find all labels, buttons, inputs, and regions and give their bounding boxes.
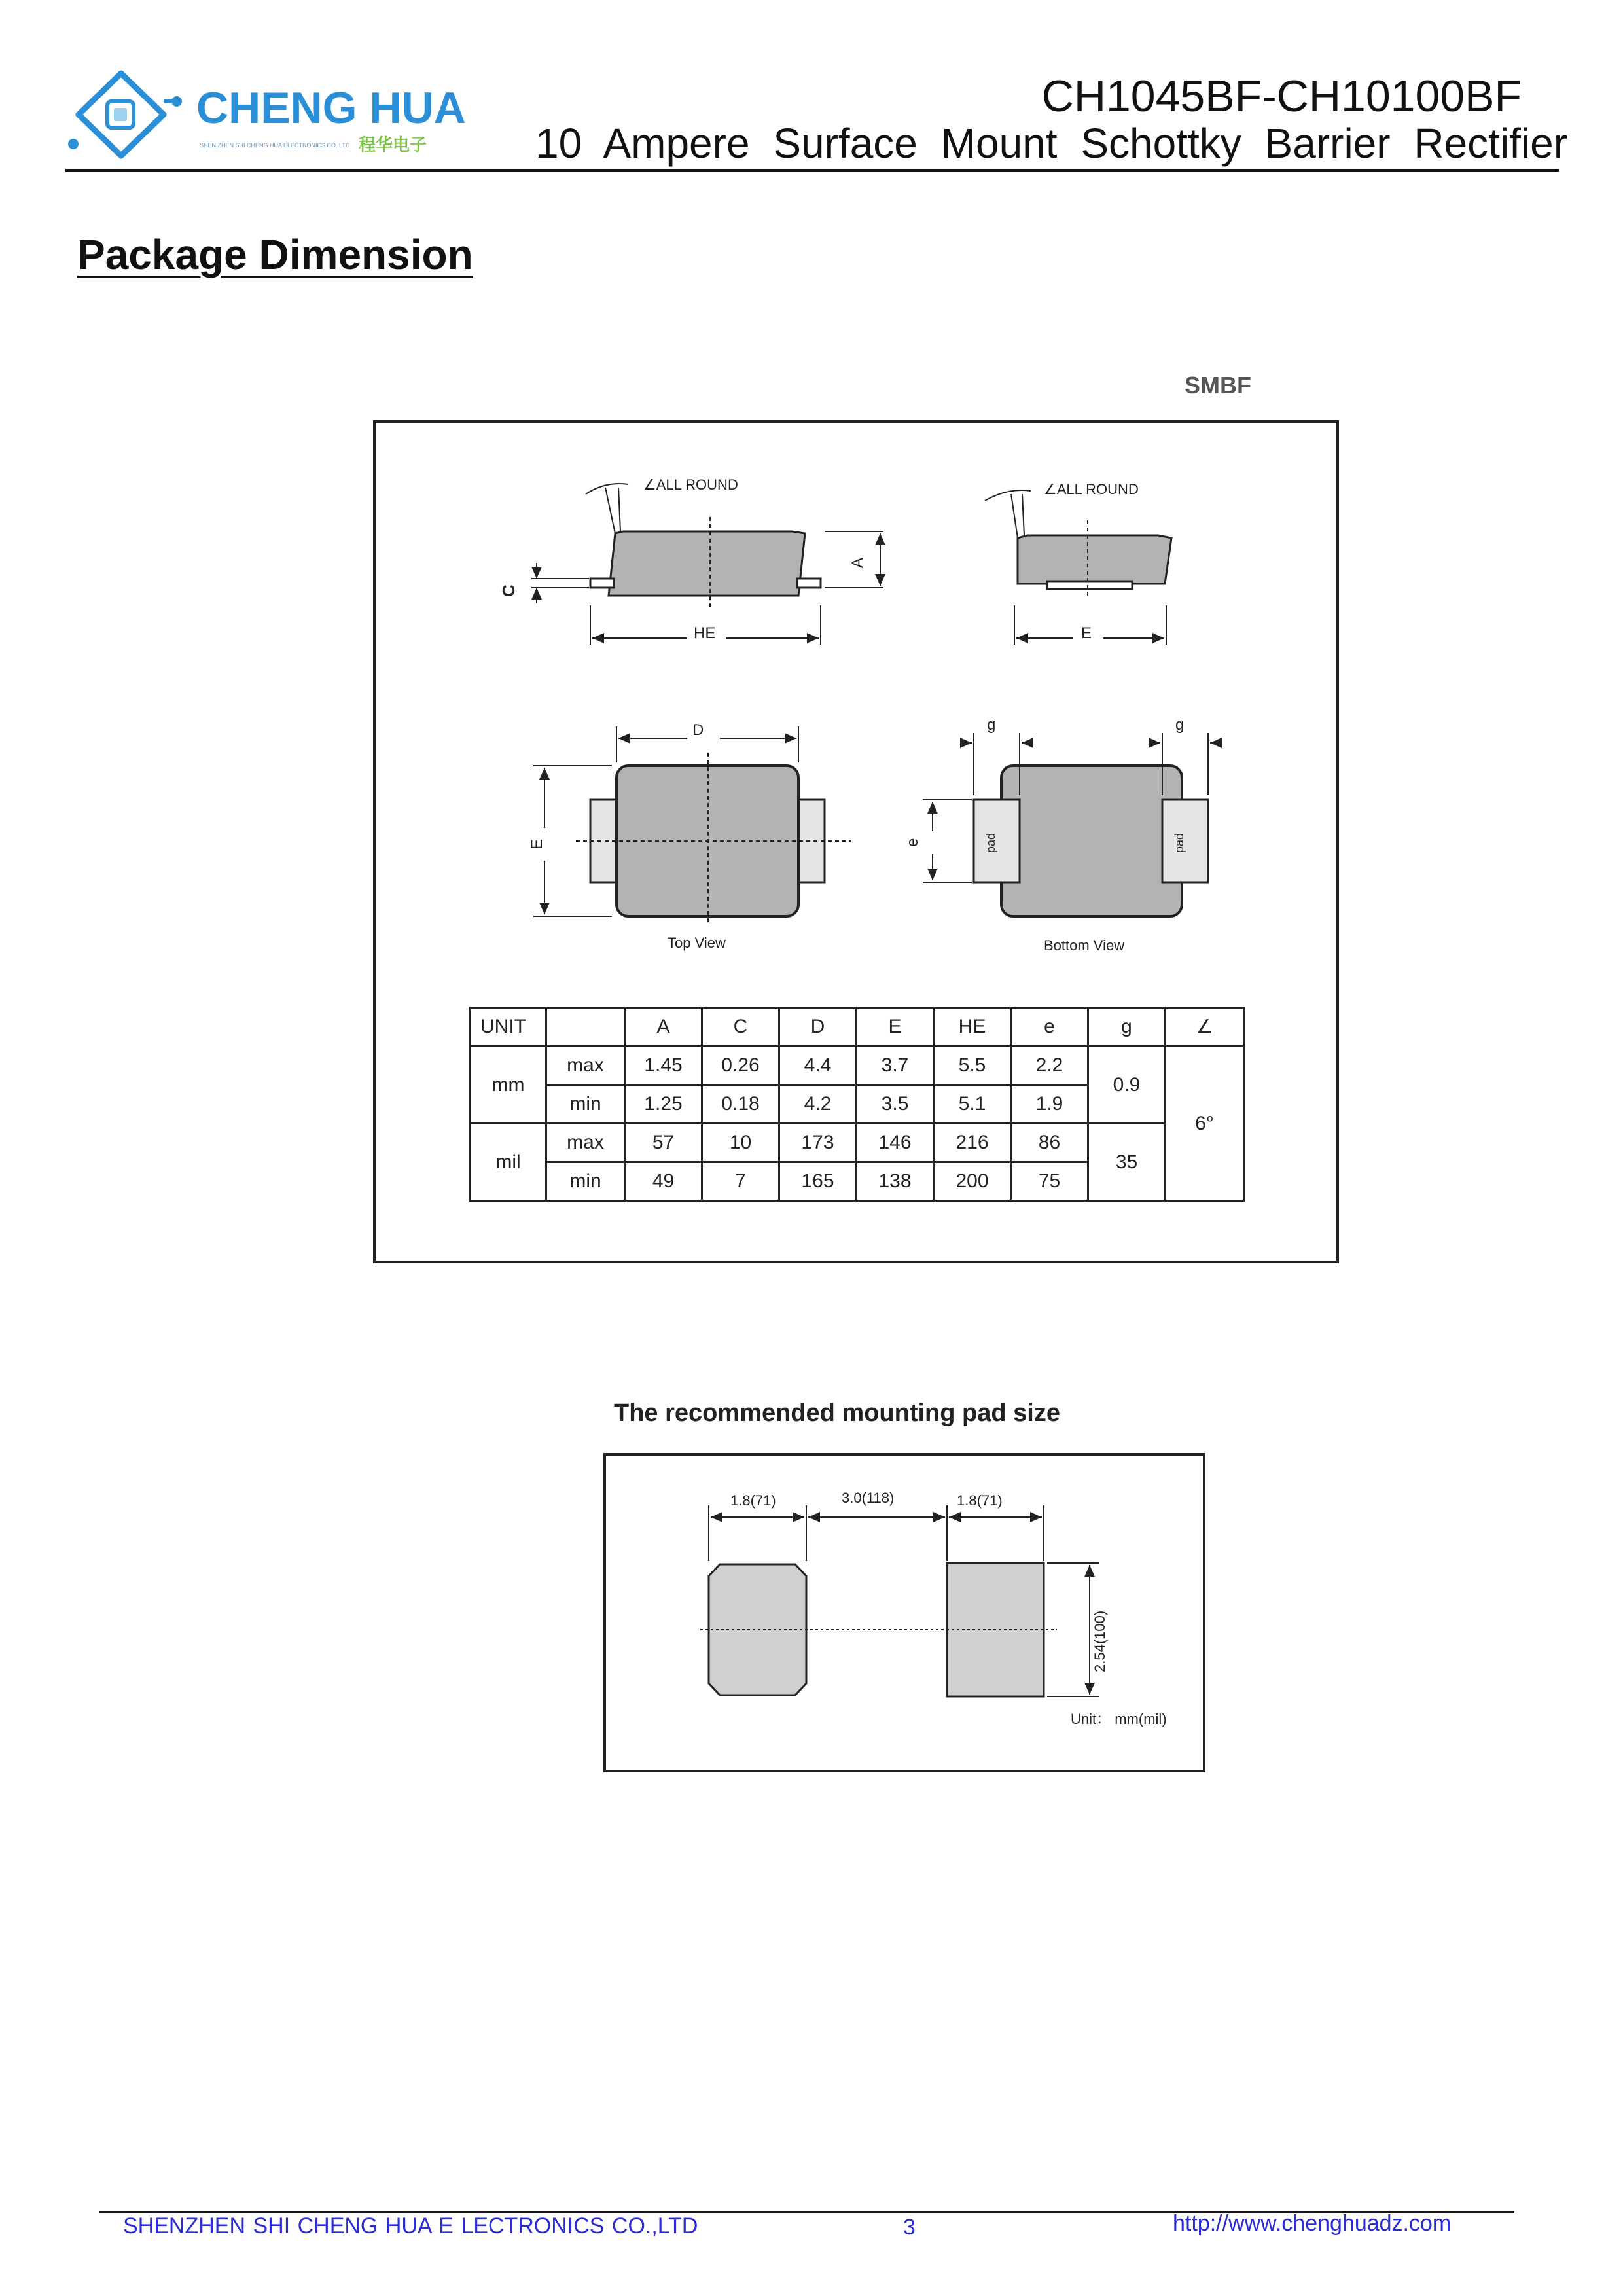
logo-text: CHENG HUA [196,83,466,133]
package-name: SMBF [1185,372,1251,399]
dim-g-label-right: g [1175,716,1185,734]
dim-c-label: C [499,584,518,597]
bottom-view-caption: Bottom View [1044,937,1125,954]
value-cell: 4.4 [779,1047,857,1085]
table-header-cell: A [625,1008,702,1047]
value-cell: 7 [702,1162,779,1201]
value-cell: 1.9 [1011,1085,1088,1124]
dim-g-label-left: g [987,716,996,734]
table-header-cell: HE [934,1008,1011,1047]
table-header-cell [546,1008,625,1047]
mounting-pad-frame [603,1453,1205,1772]
all-round-label-2: ∠ALL ROUND [1044,481,1139,497]
mount-dim-left: 1.8(71) [730,1492,776,1509]
section-title: Package Dimension [77,231,473,278]
value-cell: 0.26 [702,1047,779,1085]
dim-e-lower-label: e [904,838,921,847]
value-cell: 3.5 [857,1085,934,1124]
value-cell: 1.45 [625,1047,702,1085]
table-header-cell: D [779,1008,857,1047]
kind-cell: min [546,1162,625,1201]
table-header-cell: C [702,1008,779,1047]
value-cell: 146 [857,1124,934,1162]
kind-cell: min [546,1085,625,1124]
table-header-cell: E [857,1008,934,1047]
pad-label-right: pad [1173,833,1186,853]
dimension-table [469,1007,1245,1202]
value-cell: 5.5 [934,1047,1011,1085]
value-cell: 57 [625,1124,702,1162]
footer-company: SHENZHEN SHI CHENG HUA E LECTRONICS CO.,LTD [123,2214,698,2238]
top-view-caption: Top View [668,935,726,951]
bottom-view [904,716,1220,954]
value-cell: 1.25 [625,1085,702,1124]
logo-small-text: SHEN ZHEN SHI CHENG HUA ELECTRONICS CO.,LTD [200,142,350,149]
side-view-2 [985,481,1171,645]
dim-e-side-label: E [528,838,546,850]
value-cell: 216 [934,1124,1011,1162]
table-header-row [471,1008,1244,1047]
kind-cell: max [546,1047,625,1085]
table-header-cell: ∠ [1166,1008,1244,1047]
all-round-label-1: ∠ALL ROUND [643,476,738,493]
unit-cell: mm [471,1047,546,1124]
table-row [471,1047,1244,1085]
kind-cell: max [546,1124,625,1162]
table-header-cell: UNIT [471,1008,546,1047]
dim-d-label: D [692,721,704,739]
document-subtitle: 10 Ampere Surface Mount Schottky Barrier Rectifier [535,120,1568,167]
value-cell: 165 [779,1162,857,1201]
value-cell: 75 [1011,1162,1088,1201]
value-cell: 173 [779,1124,857,1162]
mount-unit-note: Unit： mm(mil) [1071,1711,1167,1727]
table-row [471,1124,1244,1162]
dim-he-label: HE [694,624,716,642]
dim-a-label: A [849,557,866,568]
value-cell: 4.2 [779,1085,857,1124]
mount-dim-height: 2.54(100) [1092,1610,1108,1672]
value-cell: 138 [857,1162,934,1201]
value-cell: 10 [702,1124,779,1162]
mount-dim-mid: 3.0(118) [842,1490,895,1506]
mount-dim-right: 1.8(71) [957,1492,1003,1509]
angle-cell: 6° [1166,1047,1244,1201]
value-cell: 49 [625,1162,702,1201]
pad-label-left: pad [984,833,997,853]
logo-cn-text: 程华电子 [359,135,427,154]
g-mil-cell: 35 [1088,1124,1166,1201]
footer-url[interactable]: http://www.chenghuadz.com [1173,2211,1452,2236]
unit-cell: mil [471,1124,546,1201]
value-cell: 3.7 [857,1047,934,1085]
page-number: 3 [903,2215,916,2240]
value-cell: 5.1 [934,1085,1011,1124]
side-view-1 [499,476,883,645]
value-cell: 2.2 [1011,1047,1088,1085]
g-mm-cell: 0.9 [1088,1047,1166,1124]
mounting-pad-title: The recommended mounting pad size [614,1399,1060,1427]
top-view [528,721,851,951]
value-cell: 0.18 [702,1085,779,1124]
value-cell: 200 [934,1162,1011,1201]
part-number-title: CH1045BF-CH10100BF [1041,71,1522,121]
table-header-cell: e [1011,1008,1088,1047]
table-header-cell: g [1088,1008,1166,1047]
dim-e-label: E [1081,624,1092,642]
value-cell: 86 [1011,1124,1088,1162]
